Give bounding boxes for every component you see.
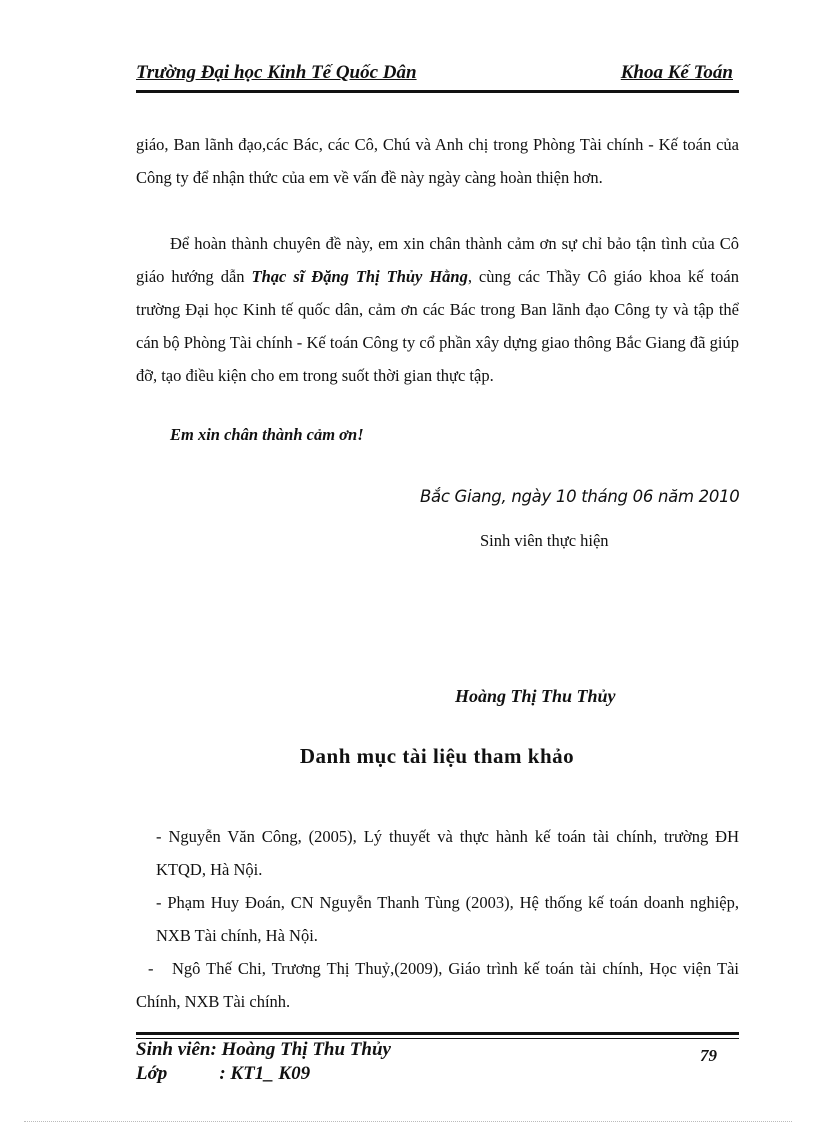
paragraph-2-start: Để hoàn thành chuyên đề này, em xin chân thành cảm ơn sự chỉ bảo tận tình của Cô giáo hướng dẫn (136, 234, 739, 286)
footer-class-label: Lớp (136, 1063, 168, 1084)
footer-rule-thick (136, 1032, 739, 1035)
advisor-name: Thạc sĩ Đặng Thị Thủy Hằng (251, 267, 468, 286)
page-number: 79 (700, 1046, 717, 1065)
header-faculty: Khoa Kế Toán (620, 62, 733, 83)
paragraph-2-end: , cùng các Thầy Cô giáo khoa kế toán trường Đại học Kinh tế quốc dân, cảm ơn các Bác trong Ban lãnh đạo Công ty và tập thể cán bộ Phòng Tài chính - Kế toán Công ty cổ phần xây dựng giao thông Bắc Giang đã giúp đỡ, tạo điều kiện cho em trong suốt thời gian thực tập. (136, 267, 739, 385)
reference-item-2: - Phạm Huy Đoán, CN Nguyễn Thanh Tùng (2003), Hệ thống kế toán doanh nghiệp, NXB Tài chính, Hà Nội. (156, 893, 739, 945)
signature-role: Sinh viên thực hiện (480, 531, 609, 550)
thanks-line: Em xin chân thành cảm ơn! (170, 425, 364, 444)
header-rule (136, 90, 739, 93)
footer-student: Sinh viên: Hoàng Thị Thu Thủy (136, 1039, 391, 1060)
signature-date: Bắc Giang, ngày 10 tháng 06 năm 2010 (420, 487, 740, 506)
references-title: Danh mục tài liệu tham khảo (299, 744, 575, 768)
reference-item-3 (136, 952, 739, 1018)
paragraph-1: giáo, Ban lãnh đạo,các Bác, các Cô, Chú và Anh chị trong Phòng Tài chính - Kế toán của Công ty để nhận thức của em về vấn đề này ngày càng hoàn thiện hơn. (136, 135, 739, 187)
footer-class-value: : KT1_ K09 (219, 1063, 311, 1084)
paragraph-2 (136, 227, 739, 392)
header-university: Trường Đại học Kinh Tế Quốc Dân (136, 62, 417, 83)
signature-name: Hoàng Thị Thu Thủy (455, 686, 616, 706)
page-header (136, 62, 739, 88)
reference-item-3-dash: - (148, 959, 154, 978)
page-bottom-dotted-line (24, 1121, 792, 1122)
reference-item-3-text: Ngô Thế Chi, Trương Thị Thuỷ,(2009), Giáo trình kế toán tài chính, Học viện Tài Chính, NXB Tài chính. (136, 959, 739, 1011)
footer-class (136, 1063, 310, 1085)
reference-item-1: - Nguyễn Văn Công, (2005), Lý thuyết và thực hành kế toán tài chính, trường ĐH KTQD, Hà Nội. (156, 827, 739, 879)
